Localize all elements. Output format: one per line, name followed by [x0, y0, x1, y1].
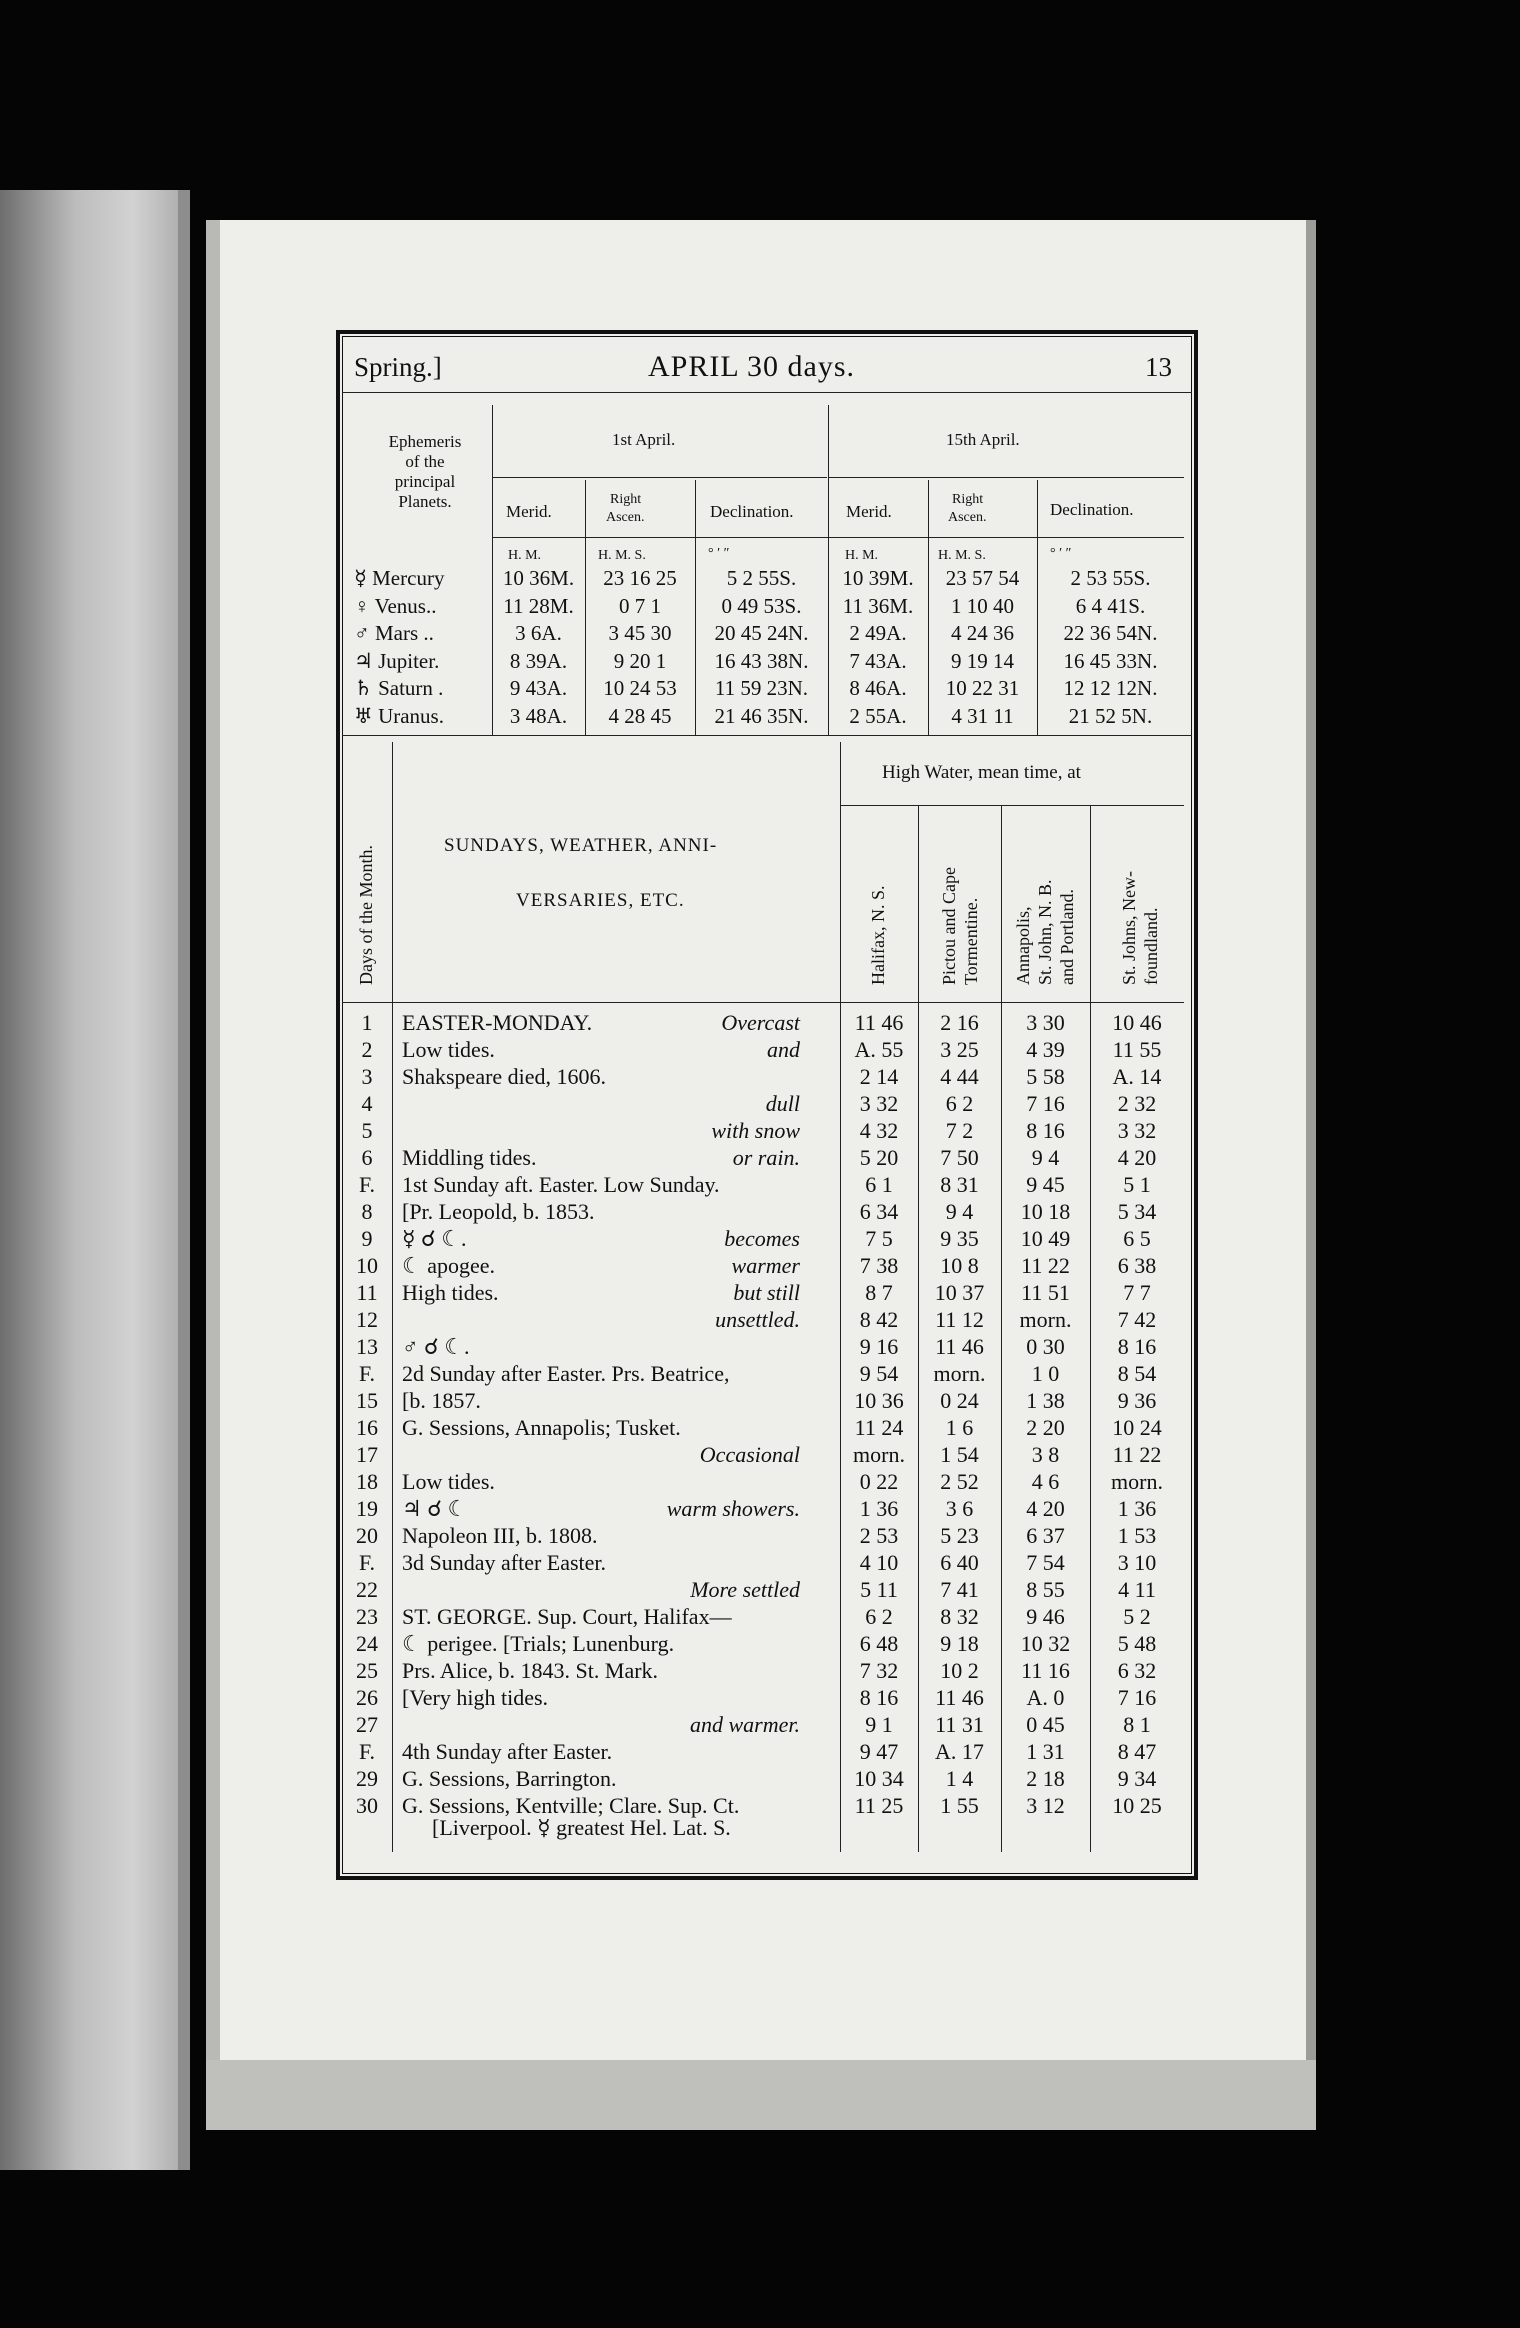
- ephemeris-cell: 7 43A.: [849, 648, 907, 673]
- tide-annapolis: 11 22: [1021, 1253, 1070, 1278]
- tide-stjohns: 5 1: [1123, 1172, 1151, 1197]
- tide-halifax: 9 16: [859, 1334, 899, 1359]
- day-number: 15: [356, 1388, 378, 1413]
- tide-annapolis: 2 18: [1026, 1766, 1065, 1791]
- tide-stjohns: 7 7: [1123, 1280, 1151, 1305]
- planet-name: ♃ Jupiter.: [354, 648, 440, 673]
- ephemeris-cell: 21 52 5N.: [1068, 703, 1153, 728]
- tide-halifax: 0 22: [859, 1469, 899, 1494]
- tide-annapolis: 3 12: [1026, 1793, 1065, 1818]
- day-weather: Occasional: [699, 1442, 800, 1467]
- tide-stjohns: A. 14: [1112, 1064, 1162, 1089]
- day-weather: and: [767, 1037, 800, 1062]
- tide-annapolis: 9 46: [1026, 1604, 1065, 1629]
- ephemeris-cell: 3 6A.: [515, 621, 562, 645]
- header-rule: [342, 392, 1192, 393]
- day-weather: warm showers.: [666, 1496, 800, 1521]
- tide-pictou: 1 4: [945, 1766, 974, 1791]
- tide-halifax: 5 20: [859, 1145, 899, 1170]
- ephemeris-cell: 5 2 55S.: [726, 566, 797, 590]
- tide-pictou: 11 12: [935, 1307, 984, 1332]
- day-number: 2: [361, 1037, 373, 1062]
- tide-stjohns: 8 54: [1117, 1361, 1157, 1386]
- day-event: [Pr. Leopold, b. 1853.: [402, 1199, 595, 1224]
- tide-halifax: 2 14: [859, 1064, 899, 1089]
- tide-halifax: 9 1: [865, 1712, 893, 1737]
- tide-annapolis: 0 45: [1026, 1712, 1065, 1737]
- tide-stjohns: 3 10: [1117, 1550, 1157, 1575]
- day-number: 4: [361, 1091, 373, 1116]
- tide-stjohns: 10 25: [1112, 1793, 1162, 1818]
- col-events-line2: VERSARIES, ETC.: [516, 890, 685, 911]
- day-event: EASTER-MONDAY.: [402, 1010, 593, 1035]
- ephemeris-cell: 3 48A.: [509, 703, 568, 728]
- day-event: Napoleon III, b. 1808.: [402, 1523, 598, 1548]
- tide-pictou: 7 50: [940, 1145, 979, 1170]
- day-weather: dull: [765, 1091, 800, 1116]
- units-hm-2: H. M.: [845, 548, 879, 563]
- planet-name: ♂ Mars ..: [354, 621, 434, 645]
- col-annapolis-line: St. John, N. B.: [1035, 879, 1055, 985]
- ephemeris-cell: 2 55A.: [849, 703, 907, 728]
- tide-halifax: 7 38: [859, 1253, 899, 1278]
- season-label: Spring.]: [354, 352, 442, 382]
- units-deg-2: ° ′ ″: [1050, 546, 1072, 561]
- tide-stjohns: 1 53: [1117, 1523, 1157, 1548]
- tide-pictou: 9 35: [940, 1226, 979, 1251]
- tide-halifax: 8 7: [865, 1280, 893, 1305]
- ephemeris-cell: 11 28M.: [503, 593, 574, 618]
- day-number: 25: [356, 1658, 378, 1683]
- tide-stjohns: 6 5: [1123, 1226, 1151, 1251]
- tide-stjohns: 7 16: [1117, 1685, 1157, 1710]
- tide-pictou: 8 32: [940, 1604, 979, 1629]
- tide-annapolis: 2 20: [1026, 1415, 1065, 1440]
- units-hm-1: H. M.: [508, 548, 542, 563]
- tide-halifax: 10 36: [854, 1388, 904, 1413]
- ephemeris-cell: 22 36 54N.: [1063, 621, 1158, 645]
- day-event: Shakspeare died, 1606.: [402, 1064, 607, 1089]
- tide-pictou: 11 46: [935, 1334, 984, 1359]
- ephemeris-title-line: Planets.: [398, 492, 452, 511]
- day-weather: but still: [733, 1280, 800, 1305]
- col-annapolis-line: Annapolis,: [1013, 906, 1033, 985]
- day-number: 13: [356, 1334, 378, 1359]
- day-number: 11: [356, 1280, 378, 1305]
- day-event: G. Sessions, Annapolis; Tusket.: [402, 1415, 681, 1440]
- tide-stjohns: 5 34: [1117, 1199, 1157, 1224]
- tide-pictou: 2 16: [940, 1010, 979, 1035]
- tide-pictou: 5 23: [940, 1523, 979, 1548]
- day-event: Prs. Alice, b. 1843. St. Mark.: [402, 1658, 659, 1683]
- ephemeris-group-15th-april: 15th April.: [946, 430, 1020, 449]
- col-days-of-month: Days of the Month.: [356, 845, 376, 985]
- day-weather: Overcast: [721, 1010, 800, 1035]
- tide-stjohns: 5 48: [1117, 1631, 1157, 1656]
- tide-annapolis: 9 4: [1031, 1145, 1060, 1170]
- tide-annapolis: 1 0: [1031, 1361, 1060, 1386]
- tide-pictou: 8 31: [940, 1172, 979, 1197]
- tide-stjohns: 3 32: [1117, 1118, 1157, 1143]
- day-event: 4th Sunday after Easter.: [402, 1739, 613, 1764]
- tide-pictou: 6 2: [945, 1091, 974, 1116]
- tide-annapolis: 10 49: [1020, 1226, 1071, 1251]
- tide-stjohns: 8 1: [1123, 1712, 1151, 1737]
- day-event: 1st Sunday aft. Easter. Low Sunday.: [402, 1172, 720, 1197]
- ephemeris-cell: 11 36M.: [842, 593, 914, 618]
- tide-halifax: 9 47: [859, 1739, 899, 1764]
- tide-pictou: 9 4: [945, 1199, 974, 1224]
- ephemeris-cell: 4 28 45: [608, 703, 672, 728]
- tide-pictou: 0 24: [940, 1388, 979, 1413]
- day-event: 2d Sunday after Easter. Prs. Beatrice,: [402, 1361, 730, 1386]
- day-number: 30: [356, 1793, 378, 1818]
- day-event: G. Sessions, Kentville; Clare. Sup. Ct.: [402, 1793, 740, 1818]
- tide-stjohns: 6 32: [1117, 1658, 1157, 1683]
- planet-name: ☿ Mercury: [354, 566, 445, 590]
- col-decl-2: Declination.: [1050, 500, 1134, 519]
- day-number: 3: [361, 1064, 373, 1089]
- day-number: 17: [356, 1442, 378, 1467]
- ephemeris-cell: 10 22 31: [945, 676, 1020, 700]
- units-deg-1: ° ′ ″: [708, 546, 730, 561]
- col-merid-1: Merid.: [506, 502, 552, 521]
- ephemeris-cell: 23 16 25: [603, 566, 677, 590]
- footer-note: [Liverpool. ☿ greatest Hel. Lat. S.: [432, 1815, 731, 1840]
- day-weather: unsettled.: [715, 1307, 800, 1332]
- tide-annapolis: 4 20: [1026, 1496, 1065, 1521]
- tide-stjohns: morn.: [1111, 1469, 1163, 1494]
- day-weather: with snow: [711, 1118, 800, 1143]
- ephemeris-cell: 1 10 40: [951, 593, 1014, 618]
- ephemeris-cell: 16 43 38N.: [714, 648, 809, 673]
- tide-halifax: 10 34: [854, 1766, 904, 1791]
- ephemeris-cell: 10 39M.: [842, 566, 914, 590]
- day-number: F.: [359, 1361, 375, 1386]
- tide-halifax: 6 48: [859, 1631, 899, 1656]
- tide-annapolis: 5 58: [1026, 1064, 1065, 1089]
- col-ascen-1: Ascen.: [606, 510, 645, 525]
- ephemeris-cell: 10 24 53: [603, 676, 677, 700]
- day-event: G. Sessions, Barrington.: [402, 1766, 617, 1791]
- day-number: 22: [356, 1577, 378, 1602]
- ephemeris-cell: 4 31 11: [951, 703, 1014, 728]
- ephemeris-cell: 9 20 1: [613, 648, 667, 673]
- planet-name: ♅ Uranus.: [354, 703, 444, 728]
- tide-annapolis: 7 54: [1026, 1550, 1065, 1575]
- day-event: [b. 1857.: [402, 1388, 481, 1413]
- tide-annapolis: 11 51: [1021, 1280, 1070, 1305]
- month-title: APRIL 30 days.: [648, 350, 856, 383]
- day-weather: becomes: [724, 1226, 800, 1251]
- day-number: 9: [361, 1226, 373, 1251]
- tide-annapolis: 8 16: [1026, 1118, 1065, 1143]
- ephemeris-bottom-rule: [342, 735, 1192, 736]
- tide-pictou: 4 44: [940, 1064, 979, 1089]
- day-number: 19: [356, 1496, 378, 1521]
- col-halifax: Halifax, N. S.: [868, 885, 888, 985]
- day-weather: warmer: [731, 1253, 800, 1278]
- tide-halifax: 11 24: [854, 1415, 904, 1440]
- ephemeris-cell: 16 45 33N.: [1063, 648, 1158, 673]
- tide-halifax: 3 32: [859, 1091, 899, 1116]
- tide-pictou: 3 6: [945, 1496, 974, 1521]
- facing-page-binding: [178, 190, 190, 2170]
- day-event: Middling tides.: [402, 1145, 537, 1170]
- tide-pictou: 10 8: [940, 1253, 979, 1278]
- tide-annapolis: 11 16: [1021, 1658, 1070, 1683]
- tide-pictou: 6 40: [940, 1550, 979, 1575]
- tide-stjohns: 6 38: [1117, 1253, 1157, 1278]
- ephemeris-cell: 0 7 1: [619, 593, 661, 618]
- col-decl-1: Declination.: [710, 502, 794, 521]
- ephemeris-cell: 8 46A.: [849, 676, 907, 700]
- water-header-rule: [840, 805, 1184, 806]
- col-annapolis: [1012, 879, 1078, 985]
- tide-halifax: 4 10: [859, 1550, 899, 1575]
- tide-annapolis: morn.: [1019, 1307, 1072, 1332]
- col-ascen-2: Ascen.: [948, 510, 987, 525]
- ephemeris-cell: 20 45 24N.: [714, 621, 809, 645]
- tide-stjohns: 10 46: [1112, 1010, 1162, 1035]
- tide-pictou: 10 2: [940, 1658, 979, 1683]
- ephemeris-cell: 2 53 55S.: [1070, 566, 1151, 590]
- tide-halifax: 6 1: [865, 1172, 893, 1197]
- col-events-line1: SUNDAYS, WEATHER, ANNI-: [444, 835, 718, 856]
- col-stjohns-line: foundland.: [1141, 907, 1161, 985]
- group-rule: [492, 477, 827, 478]
- day-number: 10: [356, 1253, 378, 1278]
- ephemeris-title-line: of the: [405, 452, 445, 471]
- tide-halifax: 8 16: [859, 1685, 899, 1710]
- col-right-2: Right: [952, 492, 984, 507]
- day-event: [Very high tides.: [402, 1685, 549, 1710]
- tide-annapolis: 10 18: [1020, 1199, 1071, 1224]
- tide-pictou: A. 17: [935, 1739, 984, 1764]
- tide-stjohns: 11 55: [1112, 1037, 1162, 1062]
- tide-halifax: 4 32: [859, 1118, 899, 1143]
- calendar-header-rule: [342, 1002, 1184, 1003]
- ephemeris-cell: 2 49A.: [849, 621, 907, 645]
- tide-pictou: 2 52: [940, 1469, 979, 1494]
- tide-stjohns: 4 20: [1117, 1145, 1157, 1170]
- page-number: 13: [1145, 352, 1172, 382]
- tide-stjohns: 4 11: [1118, 1577, 1156, 1602]
- units-hms-2: H. M. S.: [938, 548, 986, 563]
- tide-annapolis: 4 39: [1026, 1037, 1065, 1062]
- planet-name: ♄ Saturn .: [354, 676, 444, 700]
- group-rule: [829, 477, 1184, 478]
- day-number: 1: [361, 1010, 373, 1035]
- ephemeris-group-1st-april: 1st April.: [612, 430, 676, 449]
- tide-stjohns: 9 34: [1117, 1766, 1157, 1791]
- day-event: ☾ apogee.: [402, 1253, 496, 1278]
- tide-halifax: morn.: [853, 1442, 905, 1467]
- day-event: ♂ ☌ ☾.: [402, 1334, 470, 1359]
- tide-halifax: 5 11: [860, 1577, 898, 1602]
- tide-pictou: 1 6: [945, 1415, 974, 1440]
- ephemeris-title-line: principal: [394, 472, 456, 491]
- tide-annapolis: 9 45: [1026, 1172, 1065, 1197]
- tide-annapolis: 1 31: [1026, 1739, 1065, 1764]
- tide-halifax: 9 54: [859, 1361, 899, 1386]
- day-number: F.: [359, 1550, 375, 1575]
- ephemeris-cell: 4 24 36: [951, 621, 1014, 645]
- tide-stjohns: 8 47: [1117, 1739, 1157, 1764]
- col-pictou-line: Tormentine.: [961, 897, 981, 985]
- tide-pictou: 1 54: [940, 1442, 979, 1467]
- tide-annapolis: 3 8: [1031, 1442, 1060, 1467]
- tide-annapolis: 4 6: [1031, 1469, 1060, 1494]
- day-event: ☾ perigee. [Trials; Lunenburg.: [402, 1631, 675, 1656]
- tide-halifax: 2 53: [859, 1523, 899, 1548]
- day-event: ☿ ☌ ☾.: [402, 1226, 467, 1251]
- day-number: 5: [361, 1118, 373, 1143]
- tide-pictou: 7 41: [940, 1577, 979, 1602]
- tide-halifax: 6 2: [865, 1604, 893, 1629]
- tide-pictou: 1 55: [940, 1793, 979, 1818]
- day-number: 29: [356, 1766, 378, 1791]
- tide-pictou: 10 37: [934, 1280, 985, 1305]
- tide-pictou: 9 18: [940, 1631, 979, 1656]
- col-stjohns: [1118, 871, 1162, 985]
- day-event: Low tides.: [402, 1037, 495, 1062]
- tide-annapolis: 7 16: [1026, 1091, 1065, 1116]
- tide-stjohns: 2 32: [1117, 1091, 1157, 1116]
- tide-stjohns: 11 22: [1112, 1442, 1162, 1467]
- subheader-rule: [492, 537, 1184, 538]
- day-number: 23: [356, 1604, 378, 1629]
- ephemeris-cell: 21 46 35N.: [714, 703, 809, 728]
- day-number: 20: [356, 1523, 378, 1548]
- ephemeris-cell: 12 12 12N.: [1063, 676, 1158, 700]
- day-number: 27: [356, 1712, 378, 1737]
- tide-halifax: 7 32: [859, 1658, 899, 1683]
- units-hms-1: H. M. S.: [598, 548, 646, 563]
- facing-page-edge: [0, 190, 190, 2170]
- day-weather: or rain.: [732, 1145, 800, 1170]
- tide-halifax: A. 55: [854, 1037, 904, 1062]
- ephemeris-cell: 9 43A.: [509, 676, 568, 700]
- ephemeris-cell: 3 45 30: [608, 621, 672, 645]
- day-event: 3d Sunday after Easter.: [402, 1550, 607, 1575]
- day-number: 16: [356, 1415, 378, 1440]
- day-weather: More settled: [690, 1577, 800, 1602]
- ephemeris-cell: 6 4 41S.: [1075, 593, 1146, 618]
- tide-annapolis: 0 30: [1026, 1334, 1065, 1359]
- tide-pictou: 11 46: [935, 1685, 984, 1710]
- day-number: 6: [361, 1145, 373, 1170]
- day-number: 8: [361, 1199, 373, 1224]
- day-number: F.: [359, 1739, 375, 1764]
- day-number: 24: [356, 1631, 378, 1656]
- col-annapolis-line: and Portland.: [1057, 889, 1077, 985]
- tide-stjohns: 9 36: [1117, 1388, 1157, 1413]
- tide-annapolis: 8 55: [1026, 1577, 1065, 1602]
- col-pictou-line: Pictou and Cape: [939, 867, 959, 985]
- ephemeris-cell: 9 19 14: [951, 648, 1014, 673]
- tide-stjohns: 10 24: [1112, 1415, 1162, 1440]
- tide-halifax: 8 42: [859, 1307, 899, 1332]
- tide-stjohns: 7 42: [1117, 1307, 1157, 1332]
- day-number: F.: [359, 1172, 375, 1197]
- day-number: 12: [356, 1307, 378, 1332]
- ephemeris-title: [370, 432, 480, 512]
- ephemeris-cell: 23 57 54: [945, 566, 1020, 590]
- tide-pictou: morn.: [933, 1361, 986, 1386]
- tide-annapolis: 6 37: [1026, 1523, 1065, 1548]
- tide-annapolis: 1 38: [1026, 1388, 1065, 1413]
- ephemeris-cell: 8 39A.: [509, 648, 568, 673]
- days-column-divider: [392, 742, 393, 1852]
- col-pictou: [938, 867, 982, 985]
- ephemeris-cell: 0 49 53S.: [721, 593, 802, 618]
- tide-halifax: 1 36: [859, 1496, 899, 1521]
- tide-halifax: 6 34: [859, 1199, 899, 1224]
- ephemeris-cell: 10 36M.: [502, 566, 575, 590]
- tide-pictou: 3 25: [940, 1037, 979, 1062]
- day-weather: and warmer.: [689, 1712, 800, 1737]
- ephemeris-cell: 11 59 23N.: [714, 676, 809, 700]
- col-stjohns-line: St. Johns, New-: [1119, 870, 1139, 985]
- tide-pictou: 11 31: [935, 1712, 984, 1737]
- tide-annapolis: A. 0: [1026, 1685, 1065, 1710]
- day-event: ST. GEORGE. Sup. Court, Halifax—: [402, 1604, 732, 1629]
- ephemeris-title-line: Ephemeris: [388, 432, 462, 451]
- tide-annapolis: 3 30: [1026, 1010, 1065, 1035]
- day-number: 26: [356, 1685, 378, 1710]
- tide-halifax: 11 25: [854, 1793, 904, 1818]
- day-number: 18: [356, 1469, 378, 1494]
- planet-name: ♀ Venus..: [354, 593, 437, 618]
- page-stack-edge: [206, 2060, 1316, 2130]
- col-right-1: Right: [610, 492, 642, 507]
- tide-stjohns: 5 2: [1123, 1604, 1151, 1629]
- tide-stjohns: 1 36: [1117, 1496, 1157, 1521]
- col-merid-2: Merid.: [846, 502, 892, 521]
- tide-halifax: 11 46: [854, 1010, 904, 1035]
- tide-halifax: 7 5: [865, 1226, 893, 1251]
- tide-stjohns: 8 16: [1117, 1334, 1157, 1359]
- day-event: High tides.: [402, 1280, 499, 1305]
- tide-annapolis: 10 32: [1020, 1631, 1071, 1656]
- tide-pictou: 7 2: [945, 1118, 974, 1143]
- day-event: ♃ ☌ ☾: [402, 1496, 468, 1521]
- col-high-water: High Water, mean time, at: [882, 762, 1081, 783]
- day-event: Low tides.: [402, 1469, 495, 1494]
